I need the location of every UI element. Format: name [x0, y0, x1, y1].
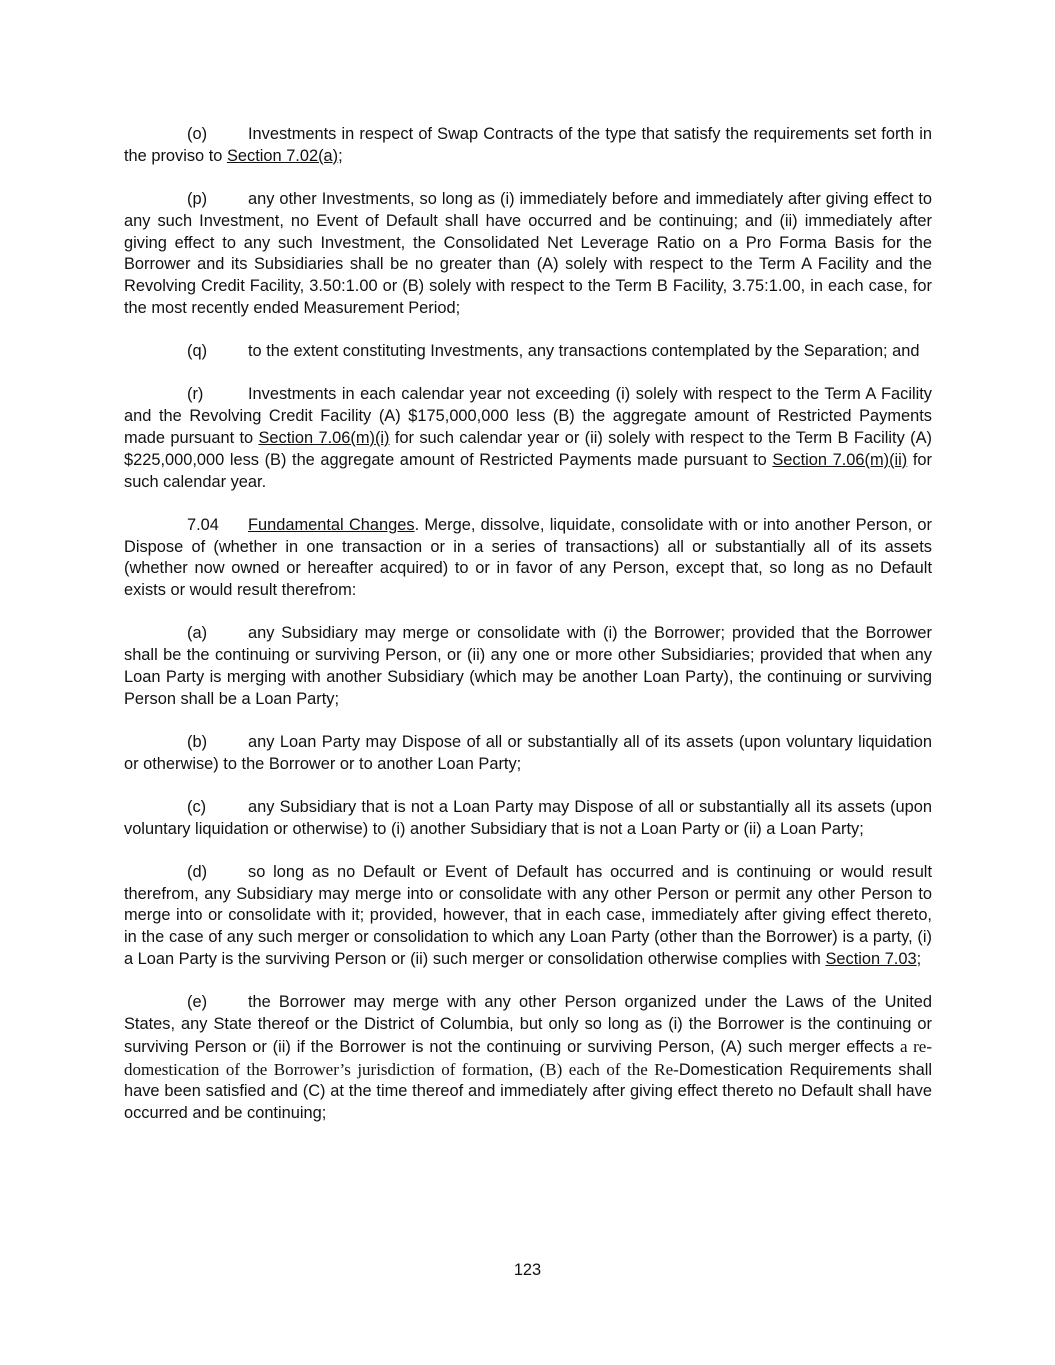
paragraph-p: [124, 189, 932, 320]
clause-label: (d): [187, 862, 208, 881]
clause-label: (o): [187, 125, 208, 143]
clause-label: (r): [187, 385, 204, 404]
page-number: 123: [513, 1261, 542, 1279]
clause-text: any other Investments, so long as (i) immediately before and immediately after giving effect to any such Investment, no Event of Default shall have occurred and be continuing; and (ii) immediately after giving effect to any such Investment, the Consolidated Net Leverage Ratio on a Pro Forma Basis for the Borrower and its Subsidiaries shall be no greater than (A) solely with respect to the Term A Facility and the Revolving Credit Facility, 3.50:1.00 or (B) solely with respect to the Term B Facility, 3.75:1.00, in each case, for the most recently ended Measurement Period;: [124, 189, 932, 317]
clause-text: for such calendar year.: [124, 450, 932, 491]
section-reference: Section 7.06(m)(ii): [772, 450, 908, 469]
clause-text: so long as no Default or Event of Default has occurred and is continuing or would result therefrom, any Subsidiary may merge into or consolidate with any other Person or permit any other Person to merge into or consolidate with it; provided, however, that in each case, immediately after giving effect thereto, in the case of any such merger or consolidation to which any Loan Party (other than the Borrower) is a party, (i) a Loan Party is the surviving Person or (ii) such merger or consolidation otherwise complies with: [124, 862, 932, 969]
document-page: [124, 124, 932, 1146]
clause-text: any Subsidiary may merge or consolidate with (i) the Borrower; provided that the Borrower shall be the continuing or surviving Person, or (ii) any one or more other Subsidiaries; provided that when any Loan Party is merging with another Subsidiary (which may be another Loan Party), the continuing or surviving Person shall be a Loan Party;: [124, 624, 932, 708]
clause-label: (a): [187, 624, 208, 643]
clause-text: Investments in each calendar year not exceeding (i) solely with respect to the Term A Facility and the Revolving Credit Facility (A) $175,000,000 less (B) the aggregate amount of Restricted Payments made pursuant to: [124, 385, 932, 447]
clause-text: any Subsidiary that is not a Loan Party may Dispose of all or substantially all its assets (upon voluntary liquidation or otherwise) to (i) another Subsidiary that is not a Loan Party or (ii) a Loan Party;: [124, 797, 932, 838]
section-text: . Merge, dissolve, liquidate, consolidate with or into another Person, or Dispose of (whether in one transaction or in a series of transactions) all or substantially all of its assets (whether now owned or hereafter acquired) to or in favor of any Person, except that, so long as no Default exists or would result therefrom:: [124, 515, 932, 600]
paragraph-a: [124, 623, 932, 710]
clause-label: (c): [187, 797, 207, 816]
paragraph-e: [124, 992, 932, 1125]
clause-label: (e): [187, 993, 208, 1012]
clause-text: to the extent constituting Investments, any transactions contemplated by the Separation; and: [248, 342, 920, 361]
clause-text: for such calendar year or (ii) solely with respect to the Term B Facility (A) $225,000,000 less (B) the aggregate amount of Restricted Payments made pursuant to: [124, 428, 932, 469]
section-reference: Section 7.06(m)(i): [258, 428, 390, 447]
paragraph-b: [124, 732, 932, 776]
clause-text: ;: [338, 146, 343, 165]
section-heading: Fundamental Changes: [248, 515, 415, 534]
section-7-04: [124, 515, 932, 602]
clause-text: Investments in respect of Swap Contracts of the type that satisfy the requirements set forth in the proviso to: [124, 125, 932, 165]
paragraph-q: [124, 341, 932, 363]
section-reference: Section 7.03: [825, 950, 917, 969]
paragraph-c: [124, 797, 932, 841]
section-reference: Section 7.02(a): [226, 146, 339, 165]
clause-text: Domestication Requirements shall have been satisfied and (C) at the time thereof and immediately after giving effect thereto no Default shall have occurred and be continuing;: [124, 1060, 933, 1123]
section-number: 7.04: [187, 515, 219, 534]
clause-label: (q): [187, 342, 208, 361]
clause-text-serif: a re-domestication of the Borrower’s jurisdiction of formation, (B) each of the Re-: [124, 1036, 932, 1079]
paragraph-d: [124, 862, 932, 971]
clause-text: ;: [916, 950, 922, 969]
paragraph-r: [124, 384, 932, 493]
clause-label: (b): [187, 732, 208, 751]
clause-text: the Borrower may merge with any other Person organized under the Laws of the United States, any State thereof or the District of Columbia, but only so long as (i) the Borrower is the continuing or surviving Person or (ii) if the Borrower is not the continuing or surviving Person, (A) such merger effects: [124, 993, 932, 1056]
clause-label: (p): [187, 189, 208, 208]
paragraph-o: [124, 124, 932, 168]
clause-text: any Loan Party may Dispose of all or substantially all of its assets (upon voluntary liquidation or otherwise) to the Borrower or to another Loan Party;: [124, 732, 932, 773]
